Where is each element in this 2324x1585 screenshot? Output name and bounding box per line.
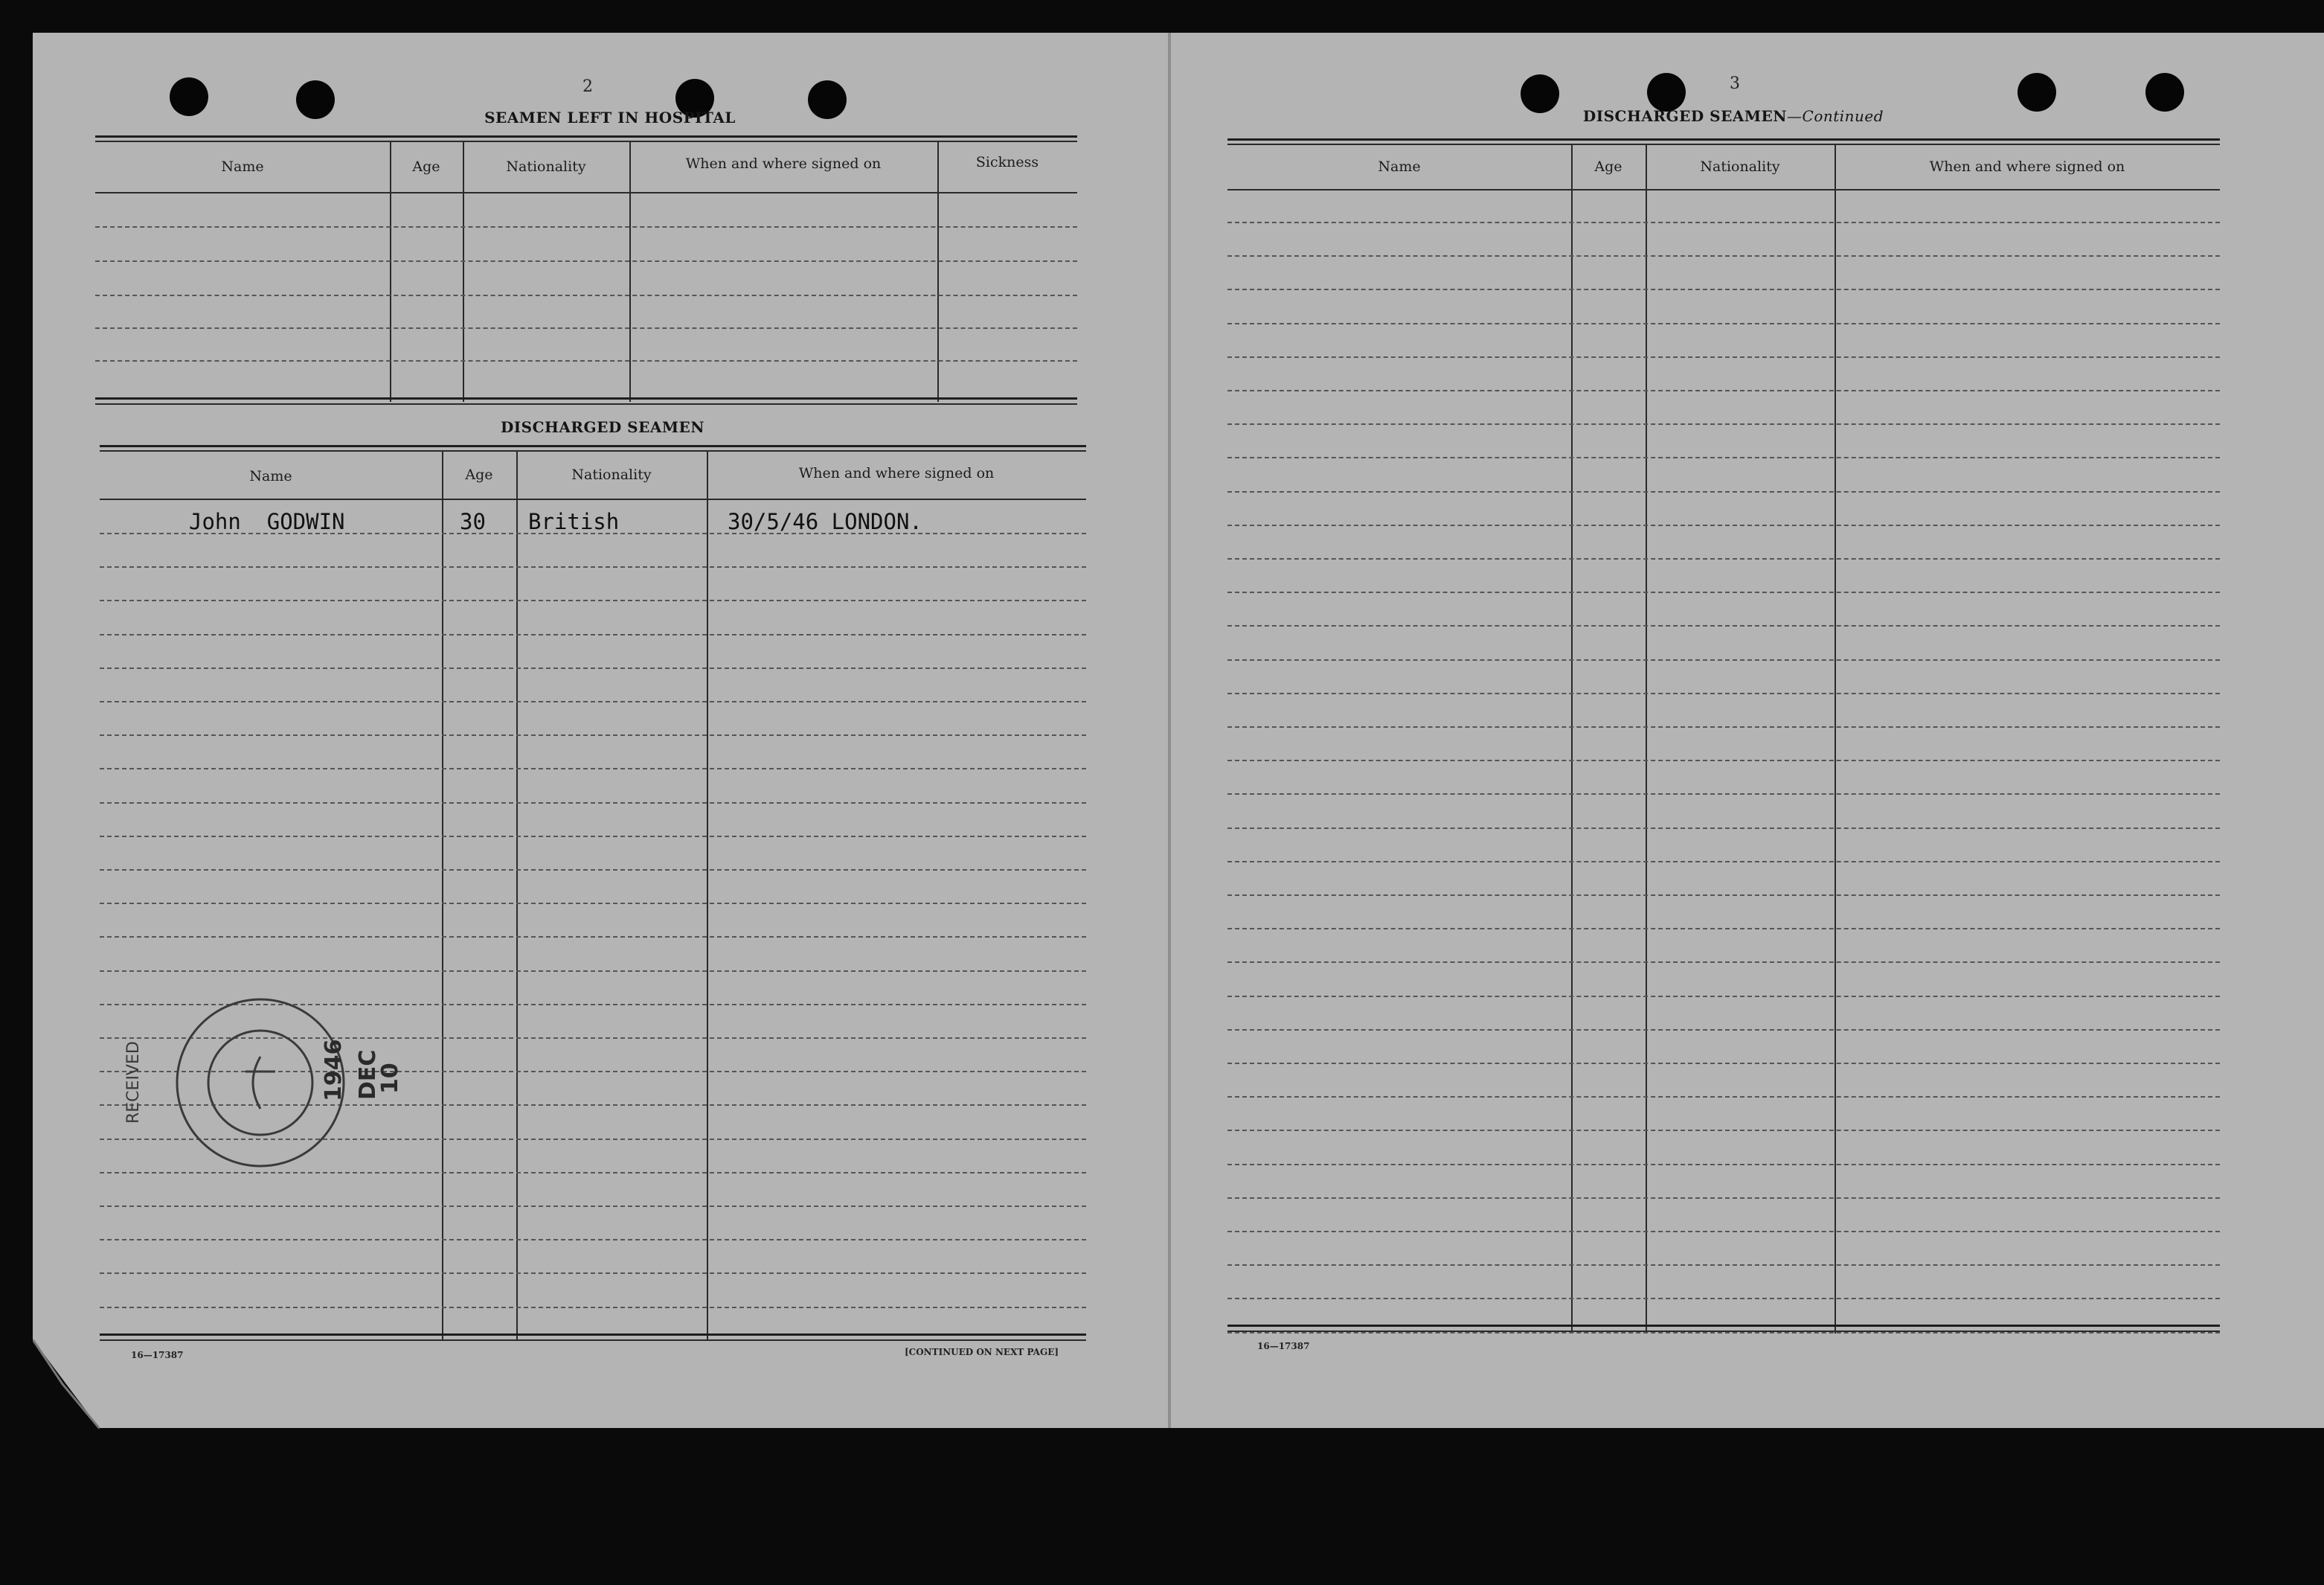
table-row xyxy=(100,836,1086,837)
column-header-signed-on: When and where signed on xyxy=(798,465,995,481)
table-row xyxy=(1227,222,2220,223)
table-row xyxy=(1227,1096,2220,1098)
svg-text:RECEIVED: RECEIVED xyxy=(124,1041,143,1124)
table-row xyxy=(100,1272,1086,1274)
discharged-table xyxy=(100,445,1086,1342)
column-header-signed-on: When and where signed on xyxy=(685,156,882,172)
page-number: 3 xyxy=(1730,74,1740,93)
table-row xyxy=(100,634,1086,635)
table-row xyxy=(100,936,1086,938)
table-row xyxy=(100,701,1086,702)
hospital-section-title: SEAMEN LEFT IN HOSPITAL xyxy=(484,109,736,127)
hospital-table xyxy=(95,135,1077,403)
table-row xyxy=(95,226,1077,228)
table-row xyxy=(100,768,1086,769)
punch-hole xyxy=(296,80,335,119)
punch-hole xyxy=(2018,73,2056,112)
table-row xyxy=(1227,1197,2220,1199)
table-row xyxy=(1227,1164,2220,1165)
table-row xyxy=(1227,1264,2220,1266)
discharged-section-title: DISCHARGED SEAMEN xyxy=(500,418,705,436)
table-row xyxy=(1227,558,2220,560)
table-row xyxy=(1227,592,2220,593)
entry-signed-on: 30/5/46 LONDON. xyxy=(728,509,922,534)
stamp-month: DEC xyxy=(355,1049,381,1100)
table-row xyxy=(1227,423,2220,425)
discharged-continued-title xyxy=(1532,107,1934,125)
table-row xyxy=(95,260,1077,262)
table-row xyxy=(100,903,1086,904)
column-header-nationality: Nationality xyxy=(1700,158,1780,175)
table-row xyxy=(1227,861,2220,862)
discharged-title-suffix: —Continued xyxy=(1787,107,1884,125)
table-row xyxy=(95,295,1077,296)
table-row xyxy=(1227,323,2220,324)
table-row xyxy=(1227,289,2220,290)
column-header-nationality: Nationality xyxy=(506,158,586,175)
table-row xyxy=(1227,457,2220,458)
continued-note: [CONTINUED ON NEXT PAGE] xyxy=(905,1347,1059,1357)
stamp-day: 10 xyxy=(377,1063,403,1094)
curled-corner xyxy=(33,1339,100,1429)
entry-age: 30 xyxy=(460,509,486,534)
column-header-sickness: Sickness xyxy=(975,154,1039,170)
table-row xyxy=(1227,1298,2220,1299)
table-row xyxy=(100,1307,1086,1308)
entry-name: John GODWIN xyxy=(189,509,345,534)
table-row xyxy=(1227,255,2220,257)
column-header-age: Age xyxy=(1594,158,1622,175)
table-row xyxy=(100,869,1086,871)
table-row xyxy=(1227,961,2220,963)
stamp-year: 1946 xyxy=(321,1039,347,1101)
discharged-title-text: DISCHARGED SEAMEN xyxy=(1582,107,1788,125)
table-row xyxy=(100,970,1086,972)
punch-hole xyxy=(1647,73,1686,112)
page-fold xyxy=(1168,33,1171,1428)
table-row xyxy=(1227,726,2220,728)
punch-hole xyxy=(170,77,208,116)
table-row xyxy=(1227,894,2220,896)
table-row xyxy=(1227,1231,2220,1232)
table-row xyxy=(1227,1063,2220,1064)
table-row xyxy=(95,360,1077,362)
table-row xyxy=(100,667,1086,669)
table-row xyxy=(1227,793,2220,795)
column-header-name: Name xyxy=(221,158,264,175)
table-row xyxy=(1227,760,2220,761)
table-row xyxy=(1227,928,2220,929)
table-row xyxy=(100,566,1086,568)
column-header-name: Name xyxy=(249,468,292,484)
column-header-name: Name xyxy=(1378,158,1421,175)
table-row xyxy=(95,327,1077,329)
table-row xyxy=(1227,1130,2220,1131)
discharged-continued-table xyxy=(1227,138,2220,1333)
table-row xyxy=(100,1239,1086,1240)
form-number: 16—17387 xyxy=(131,1350,184,1360)
column-header-age: Age xyxy=(465,467,493,483)
table-row xyxy=(100,734,1086,736)
table-row xyxy=(100,1205,1086,1207)
punch-hole xyxy=(2145,73,2184,112)
page-number: 2 xyxy=(582,77,593,96)
column-header-signed-on: When and where signed on xyxy=(1929,158,2125,175)
table-row xyxy=(1227,356,2220,358)
entry-nationality: British xyxy=(528,509,620,534)
form-number: 16—17387 xyxy=(1257,1341,1310,1351)
table-row xyxy=(1227,390,2220,391)
table-row xyxy=(1227,525,2220,526)
table-row xyxy=(1227,659,2220,661)
table-row xyxy=(100,600,1086,601)
table-row xyxy=(1227,827,2220,829)
table-row xyxy=(1227,1029,2220,1031)
table-row xyxy=(1227,996,2220,997)
table-row xyxy=(100,802,1086,804)
table-row xyxy=(1227,491,2220,493)
table-row xyxy=(1227,625,2220,627)
date-stamp xyxy=(119,975,461,1191)
column-header-nationality: Nationality xyxy=(571,467,652,483)
table-row xyxy=(1227,693,2220,694)
table-row xyxy=(100,533,1086,534)
column-header-age: Age xyxy=(412,158,440,175)
